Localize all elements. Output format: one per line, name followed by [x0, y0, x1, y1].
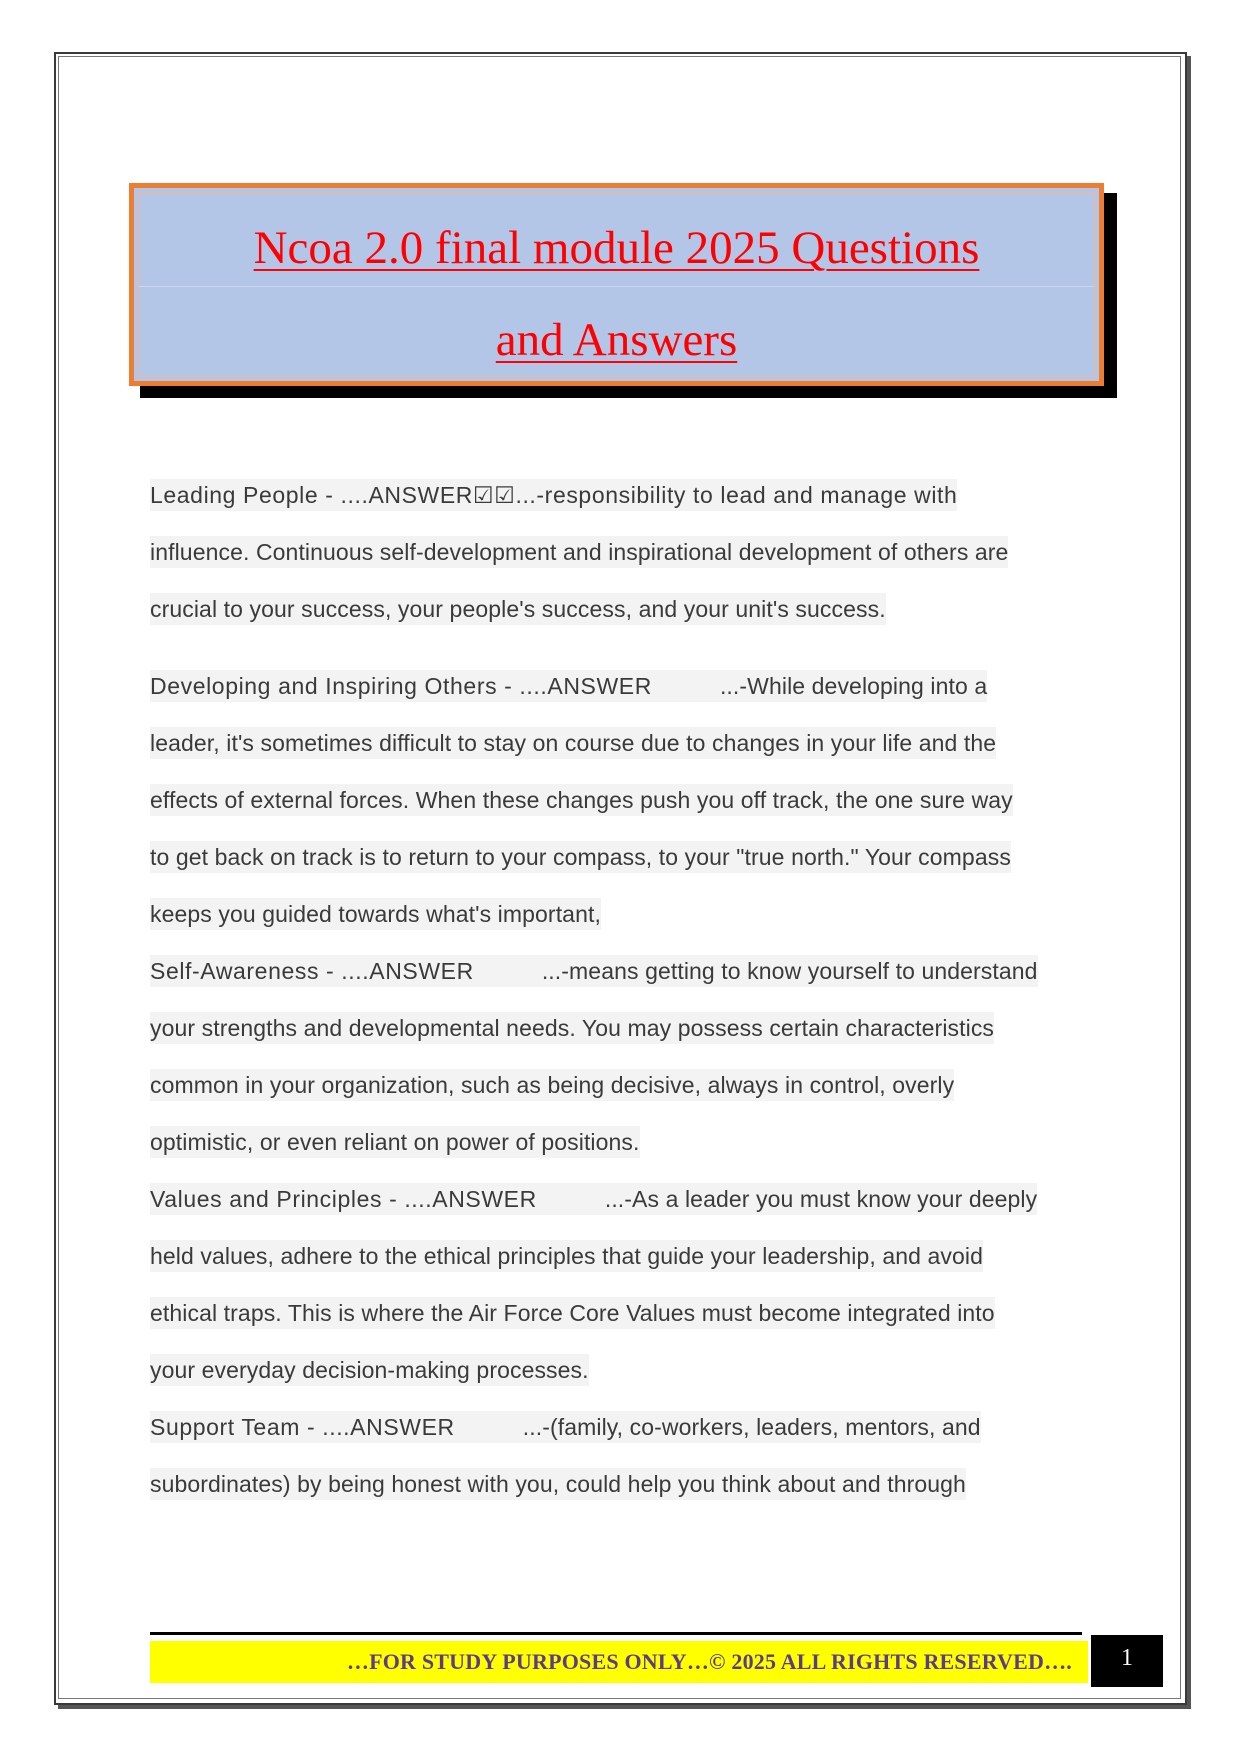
- qa-line: your strengths and developmental needs. You may possess certain characteristics: [150, 1012, 994, 1044]
- qa-line: common in your organization, such as being decisive, always in control, overly: [150, 1069, 954, 1101]
- qa-entry-support-team: [150, 1399, 1090, 1513]
- qa-answer-start: ...-As a leader you must know your deeply: [604, 1186, 1038, 1212]
- qa-line: effects of external forces. When these changes push you off track, the one sure way: [150, 784, 1013, 816]
- qa-line: to get back on track is to return to your compass, to your "true north." Your compass: [150, 841, 1011, 873]
- qa-entry-leading-people: [150, 467, 1090, 638]
- qa-line: Leading People - ....ANSWER☑☑...-responsibility to lead and manage with: [150, 479, 957, 511]
- document-title: [134, 202, 1099, 386]
- page-number: 1: [1091, 1635, 1163, 1687]
- qa-entry-values-principles: [150, 1171, 1090, 1399]
- qa-line: crucial to your success, your people's success, and your unit's success.: [150, 593, 886, 625]
- qa-entry-self-awareness: [150, 943, 1090, 1171]
- qa-line: held values, adhere to the ethical principles that guide your leadership, and avoid: [150, 1240, 983, 1272]
- qa-line: influence. Continuous self-development and inspirational development of others are: [150, 536, 1008, 568]
- qa-term: Self-Awareness - ....ANSWER: [150, 958, 474, 984]
- qa-line: optimistic, or even reliant on power of positions.: [150, 1126, 640, 1158]
- qa-line: your everyday decision-making processes.: [150, 1354, 589, 1386]
- qa-line: keeps you guided towards what's important,: [150, 898, 601, 930]
- qa-line: ethical traps. This is where the Air Force Core Values must become integrated into: [150, 1297, 995, 1329]
- qa-answer-start: ...-(family, co-workers, leaders, mentors, and: [522, 1414, 981, 1440]
- qa-entry-developing-inspiring-others: [150, 658, 1090, 943]
- qa-term: Developing and Inspiring Others - ....ANSWER: [150, 673, 652, 699]
- footer-rule: [150, 1632, 1082, 1635]
- qa-line: leader, it's sometimes difficult to stay on course due to changes in your life and the: [150, 727, 996, 759]
- qa-line: subordinates) by being honest with you, could help you think about and through: [150, 1468, 966, 1500]
- qa-answer-start: ...-While developing into a: [719, 673, 988, 699]
- qa-answer-start: ...-means getting to know yourself to understand: [541, 958, 1038, 984]
- title-line-2: and Answers: [495, 314, 738, 366]
- title-line-1: Ncoa 2.0 final module 2025 Questions: [253, 222, 980, 274]
- qa-term: Support Team - ....ANSWER: [150, 1414, 455, 1440]
- qa-content: [150, 467, 1090, 1513]
- title-box: [129, 183, 1104, 386]
- footer-copyright: …FOR STUDY PURPOSES ONLY…© 2025 ALL RIGHTS RESERVED….: [346, 1649, 1072, 1674]
- qa-term: Values and Principles - ....ANSWER: [150, 1186, 537, 1212]
